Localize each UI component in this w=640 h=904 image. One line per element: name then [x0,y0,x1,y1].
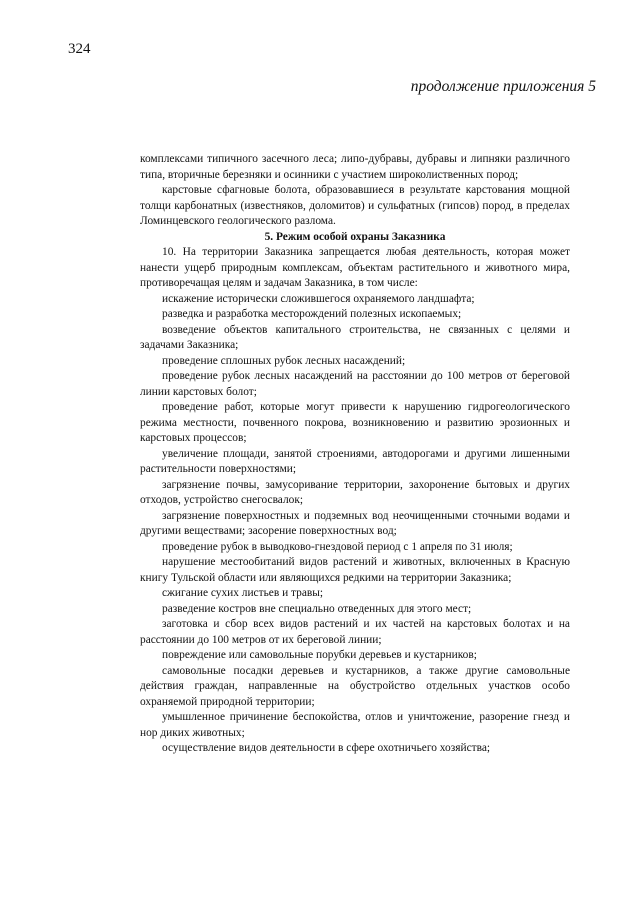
prohibition-item: повреждение или самовольные порубки деревьев и кустарников; [162,649,477,661]
prohibition-item: самовольные посадки деревьев и кустарников, а также другие самовольные действия граждан, направленные на обустройство отдельных участков особо охраняемой природной территории; [140,664,570,708]
section-title: 5. Режим особой охраны Заказника [264,230,446,243]
clause-10: 10. На территории Заказника запрещается любая деятельность, которая может нанести ущерб природным комплексам, объектам растительного и животного мира, противоречащая целям и задачам Заказника, в том числе: [140,246,570,289]
page-number: 324 [68,41,91,57]
document-body [140,152,570,757]
prohibition-item: осуществление видов деятельности в сфере охотничьего хозяйства; [162,742,491,754]
prohibition-item: искажение исторически сложившегося охраняемого ландшафта; [162,292,475,305]
prohibition-item: заготовка и сбор всех видов растений и их частей на карстовых болотах и на расстоянии до 100 метров от их береговой линии; [140,618,570,646]
prohibition-item: умышленное причинение беспокойства, отлов и уничтожение, разорение гнезд и нор диких животных; [140,711,570,739]
prohibition-item: разведка и разработка месторождений полезных ископаемых; [162,308,462,320]
prohibition-item: загрязнение поверхностных и подземных вод неочищенными сточными водами и другими веществами; засорение поверхностных вод; [140,509,570,537]
appendix-continuation-note: продолжение приложения 5 [410,78,596,95]
prohibition-item: проведение работ, которые могут привести к нарушению гидрогеологического режима местности, почвенного покрова, возникновению и развитию эрозионных и карстовых процессов; [140,401,570,444]
prohibition-item: увеличение площади, занятой строениями, автодорогами и другими лишенными растительности поверхностями; [140,447,570,475]
prohibition-item: загрязнение почвы, замусоривание территории, захоронение бытовых и других отходов, устройство снегосвалок; [140,478,570,506]
prohibition-item: проведение рубок лесных насаждений на расстоянии до 100 метров от береговой линии карстовых болот; [140,370,570,398]
prohibition-item: сжигание сухих листьев и травы; [162,587,324,599]
prohibition-item: нарушение местообитаний видов растений и животных, включенных в Красную книгу Тульской области или являющихся редкими на территории Заказника; [140,556,570,584]
intro-paragraph: комплексами типичного засечного леса; липо-дубравы, дубравы и липняки различного типа, вторичные березняки и осинники с участием широколиственных пород; [140,153,570,181]
prohibition-item: возведение объектов капитального строительства, не связанных с целями и задачами Заказника; [140,323,570,351]
prohibition-item: проведение рубок в выводково-гнездовой период с 1 апреля по 31 июля; [162,540,513,553]
intro-paragraph: карстовые сфагновые болота, образовавшиеся в результате карстования мощной толщи карбонатных (известняков, доломитов) и сульфатных (гипсов) пород, в пределах Ломинцевского геологического разлома. [140,184,570,227]
prohibition-item: разведение костров вне специально отведенных для этого мест; [162,602,472,615]
prohibition-item: проведение сплошных рубок лесных насаждений; [162,354,406,367]
